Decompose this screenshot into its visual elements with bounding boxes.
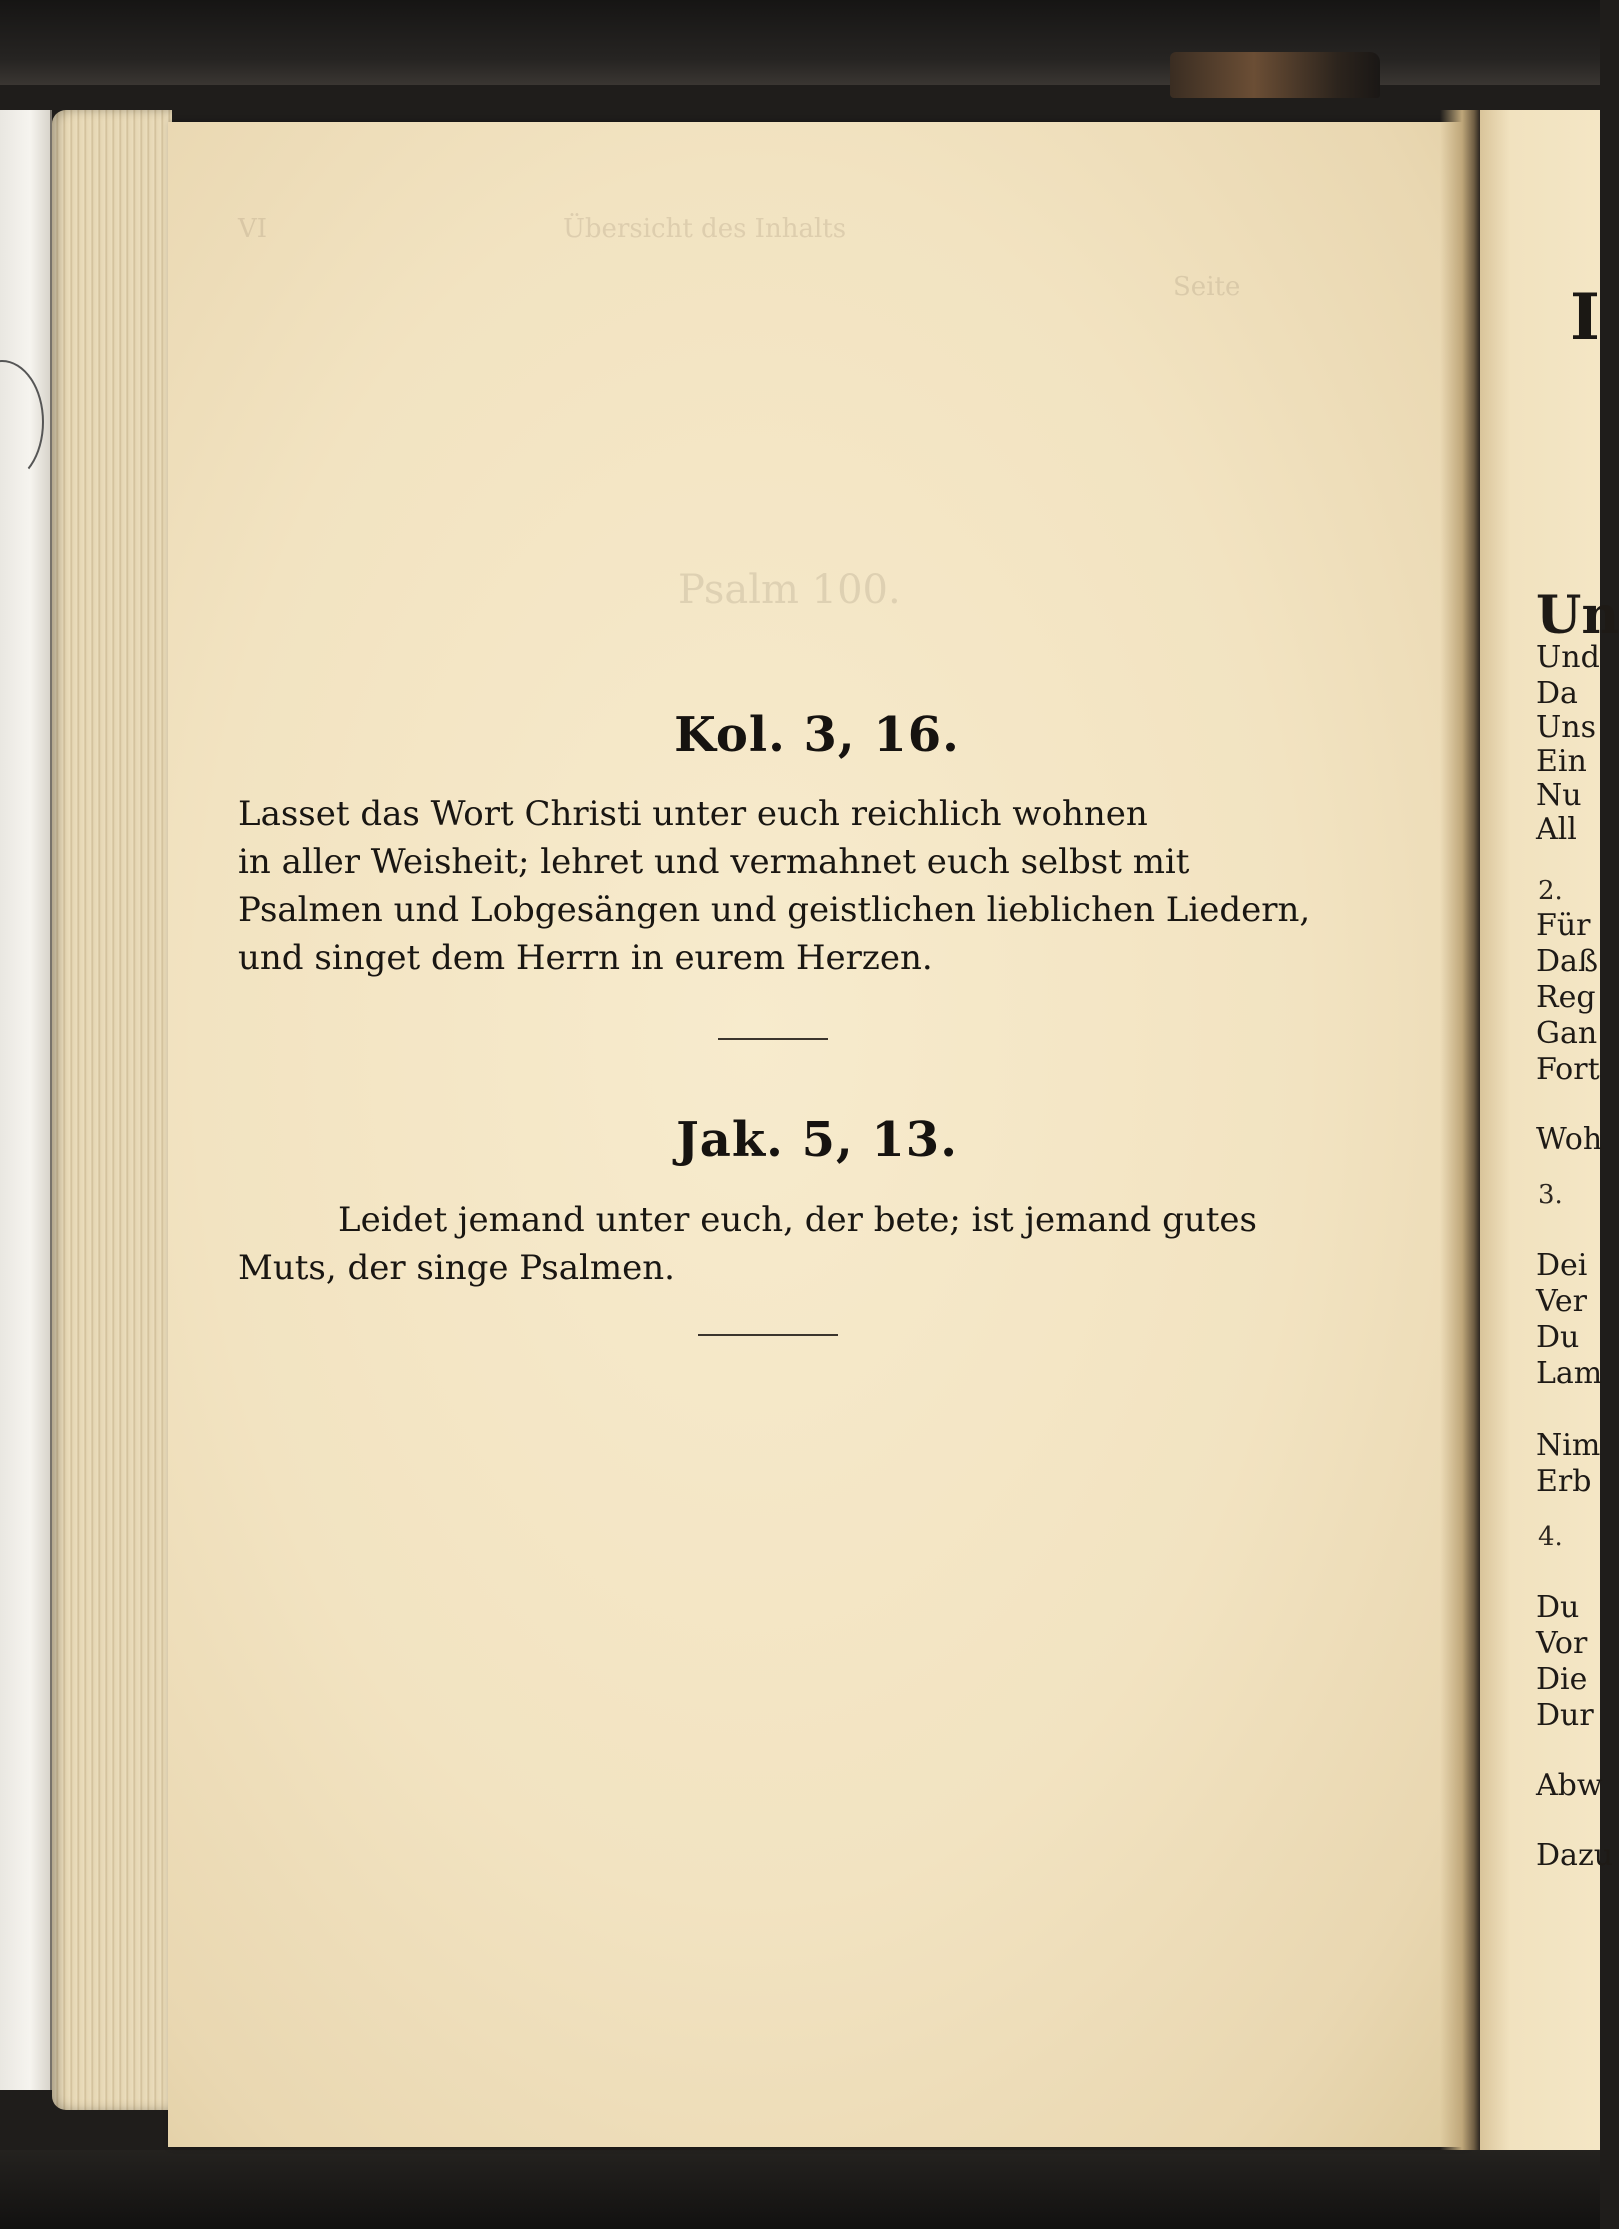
facing-page-line: Reg	[1536, 980, 1596, 1015]
ghost-psalm-title: Psalm 100.	[678, 567, 901, 613]
facing-page-line: 3.	[1538, 1180, 1563, 1210]
ghost-column-label: Seite	[1173, 272, 1241, 302]
spine-tear	[1170, 52, 1380, 98]
verse-line: und singet dem Herrn in eurem Herzen.	[238, 938, 933, 978]
facing-page-line: 4.	[1538, 1522, 1563, 1552]
facing-page-line: Un	[1536, 585, 1619, 646]
verse-line: Lasset das Wort Christi unter euch reichlich wohnen	[238, 794, 1148, 834]
facing-page-line: Nim	[1536, 1428, 1601, 1463]
facing-page-line: All	[1536, 812, 1577, 847]
passage-reference-kol: Kol. 3, 16.	[674, 707, 960, 763]
separator-rule	[718, 1038, 828, 1040]
facing-page-line: Für	[1536, 908, 1591, 943]
passage-reference-jak: Jak. 5, 13.	[676, 1112, 958, 1168]
facing-page-line: Dazu	[1536, 1838, 1614, 1873]
facing-page-line: Woh	[1536, 1122, 1603, 1157]
facing-page-line: Uns	[1536, 710, 1596, 745]
verse-line: Leidet jemand unter euch, der bete; ist jemand gutes	[338, 1200, 1257, 1240]
passage-text-kol	[238, 790, 1378, 982]
cover-left-edge	[0, 110, 52, 2090]
facing-page-line: 2.	[1538, 876, 1563, 906]
facing-page-line: Ein	[1536, 744, 1587, 779]
facing-page-line: Da	[1536, 676, 1578, 711]
facing-page-line: Die	[1536, 1662, 1588, 1697]
facing-page-line: Du	[1536, 1320, 1580, 1355]
verse-line: Psalmen und Lobgesängen und geistlichen lieblichen Liedern,	[238, 890, 1311, 930]
facing-page-line: Ver	[1536, 1284, 1588, 1319]
book-gutter	[1440, 110, 1480, 2150]
facing-page-line: Gan	[1536, 1016, 1598, 1051]
closing-rule	[698, 1334, 838, 1336]
cover-curve	[0, 360, 44, 484]
book-cover-bottom	[0, 2150, 1600, 2229]
page-edges	[52, 110, 172, 2110]
facing-page-line: Lam	[1536, 1356, 1603, 1391]
facing-page-line: Fort	[1536, 1052, 1600, 1087]
passage-text-jak	[238, 1196, 1378, 1292]
facing-page-line: Du	[1536, 1590, 1580, 1625]
facing-page-line: Und	[1536, 640, 1600, 675]
facing-page-line: Erb	[1536, 1464, 1592, 1499]
ghost-header: Übersicht des Inhalts	[563, 214, 847, 244]
facing-page-line: Vor	[1536, 1626, 1588, 1661]
facing-page-line: Daß	[1536, 944, 1598, 979]
facing-page-line: Nu	[1536, 778, 1582, 813]
verse-line: in aller Weisheit; lehret und vermahnet euch selbst mit	[238, 842, 1190, 882]
facing-page-line: Dur	[1536, 1698, 1594, 1733]
verse-line: Muts, der singe Psalmen.	[238, 1248, 675, 1288]
facing-page-line: Abw	[1536, 1768, 1603, 1803]
left-page	[168, 122, 1466, 2147]
facing-page-title: I	[1570, 280, 1600, 355]
facing-page-line: Dei	[1536, 1248, 1588, 1283]
ghost-page-number: VI	[238, 214, 268, 244]
